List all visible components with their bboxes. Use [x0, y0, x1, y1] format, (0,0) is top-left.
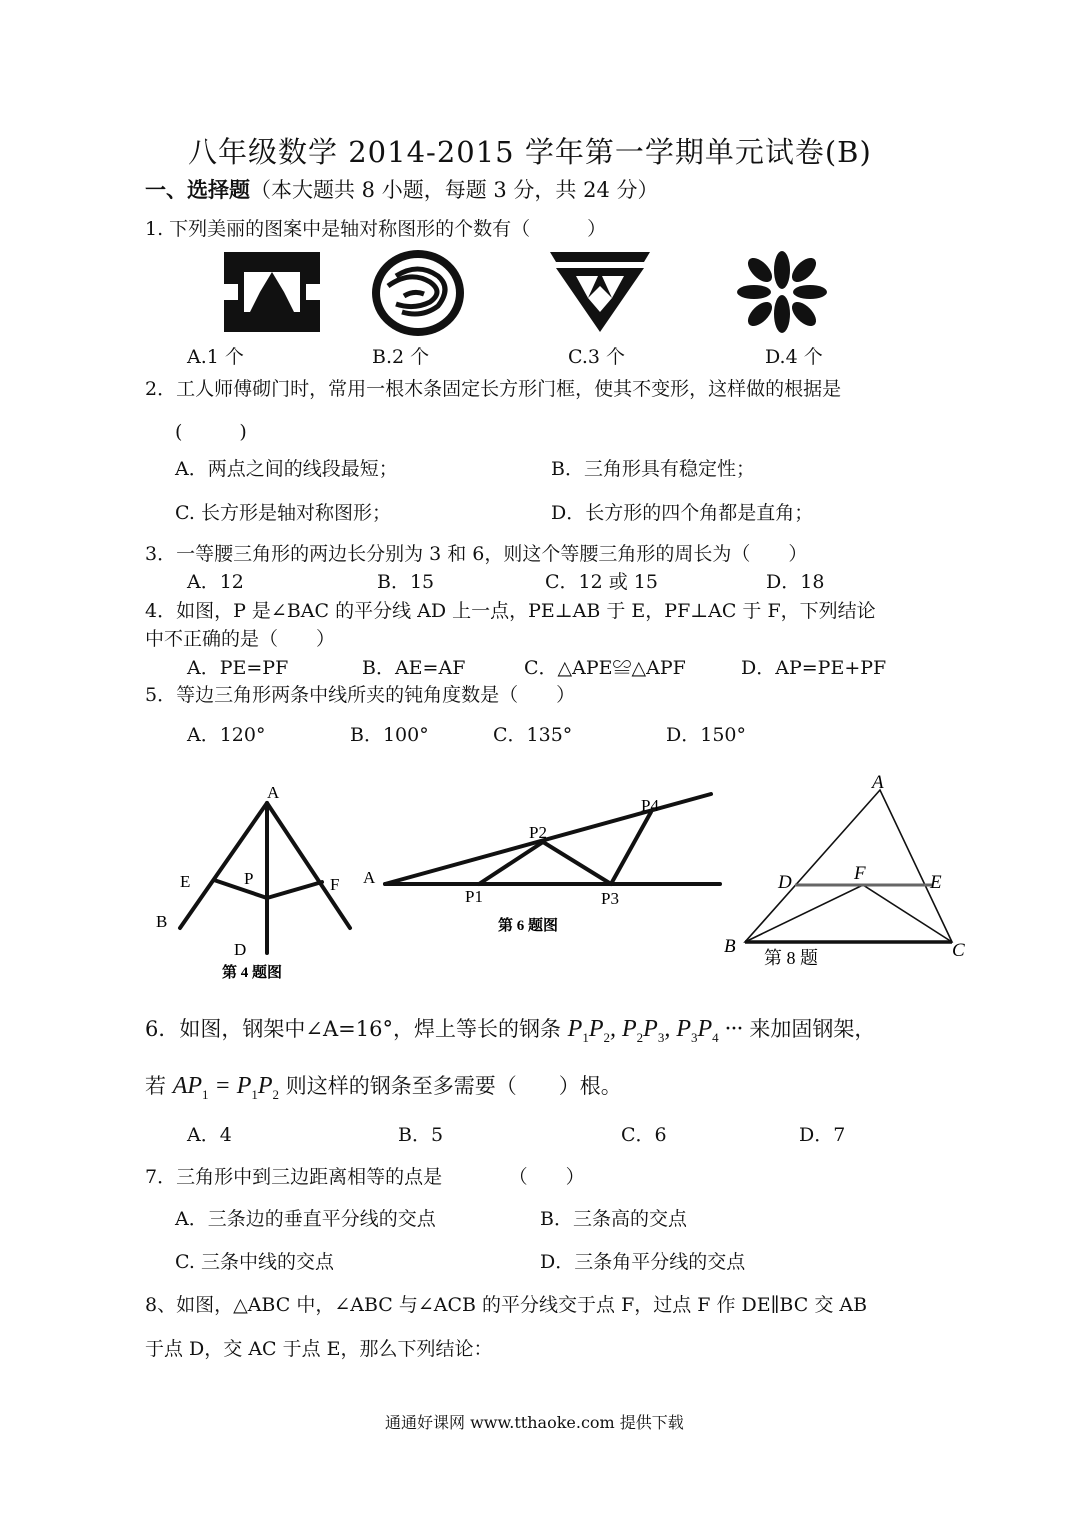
q6-prefix: 6．如图，钢架中∠A=16°，焊上等长的钢条	[145, 1017, 561, 1041]
triangle-abc	[745, 790, 952, 942]
q1-option-b: B.2 个	[372, 346, 430, 368]
q5-stem: 5．等边三角形两条中线所夹的钝角度数是（ ）	[145, 684, 576, 706]
q2-option-d: D．长方形的四个角都是直角；	[551, 502, 814, 524]
q3-option-b: B．15	[377, 571, 435, 593]
q6-option-c: C．6	[621, 1124, 667, 1146]
q8-stem-line1: 8、如图，△ABC 中，∠ABC 与∠ACB 的平分线交于点 F，过点 F 作 DE∥BC 交 AB	[145, 1294, 868, 1316]
figure-q8	[720, 768, 980, 978]
q2-paren: ( )	[175, 421, 247, 443]
q6-line2-formula: $AP_1 = P_1P_2$	[172, 1073, 280, 1102]
fig8-label-e: E	[930, 872, 942, 893]
q6-formula: $P_1P_2$, $P_2P_3$, $P_3P_4$ ···	[567, 1016, 743, 1045]
q7-option-b: B．三条高的交点	[540, 1208, 687, 1230]
q4-option-b: B．AE=AF	[362, 657, 466, 679]
pattern-1-icon	[222, 250, 322, 334]
q1-option-a: A.1 个	[187, 346, 244, 368]
q1-stem: 1. 下列美丽的图案中是轴对称图形的个数有（ ）	[145, 218, 607, 240]
fig6-label-p1: P1	[465, 887, 483, 906]
rod-p2p3	[543, 842, 611, 884]
q3-option-a: A．12	[187, 571, 244, 593]
fig6-caption: 第 6 题图	[498, 918, 559, 934]
q5-option-a: A．120°	[187, 724, 266, 746]
q2-stem: 2．工人师傅砌门时，常用一根木条固定长方形门框，使其不变形，这样做的根据是	[145, 378, 842, 400]
q6-line2-prefix: 若	[145, 1074, 166, 1098]
q7-option-a: A．三条边的垂直平分线的交点	[175, 1208, 436, 1230]
line-bf	[745, 885, 863, 942]
q8-stem-line2: 于点 D，交 AC 于点 E，那么下列结论：	[145, 1338, 493, 1360]
q7-option-c: C. 三条中线的交点	[175, 1251, 334, 1273]
fig8-label-f: F	[854, 863, 866, 884]
fig4-caption: 第 4 题图	[222, 965, 283, 981]
q6-line2	[145, 1070, 622, 1103]
q6-option-a: A．4	[187, 1124, 232, 1146]
fig6-label-p4: P4	[641, 796, 659, 815]
fig8-label-a: A	[872, 772, 884, 793]
figure-q6	[355, 780, 735, 940]
fig8-label-b: B	[724, 936, 736, 957]
q1-option-d: D.4 个	[765, 346, 823, 368]
q1-option-c: C.3 个	[568, 346, 626, 368]
q7-option-d: D．三条角平分线的交点	[540, 1251, 746, 1273]
q2-option-b: B．三角形具有稳定性；	[551, 458, 755, 480]
fig8-label-d: D	[778, 872, 792, 893]
pattern-2-icon	[370, 248, 466, 338]
line-ac	[267, 803, 350, 928]
q6-option-d: D．7	[799, 1124, 846, 1146]
section-note: （本大题共 8 小题，每题 3 分，共 24 分）	[250, 178, 659, 202]
fig4-label-a: A	[267, 785, 280, 802]
q2-option-c: C. 长方形是轴对称图形；	[175, 502, 391, 524]
fig4-label-b: B	[156, 912, 168, 931]
q5-option-c: C．135°	[493, 724, 573, 746]
line-pf	[267, 882, 322, 898]
pattern-4-icon	[736, 250, 828, 334]
q3-option-c: C．12 或 15	[545, 571, 658, 593]
fig4-label-p: P	[244, 869, 254, 888]
q5-option-d: D．150°	[666, 724, 746, 746]
q4-option-c: C．△APE≌△APF	[524, 657, 686, 679]
section-label: 一、选择题	[145, 177, 250, 202]
fig6-label-p3: P3	[601, 889, 619, 908]
fig6-label-a: A	[363, 868, 376, 887]
q5-option-b: B．100°	[350, 724, 429, 746]
ray-upper	[385, 794, 711, 884]
q6-option-b: B．5	[398, 1124, 444, 1146]
fig6-label-p2: P2	[529, 823, 547, 842]
fig4-label-d: D	[234, 940, 247, 959]
rod-p3p4	[611, 812, 651, 884]
q6-suffix: 来加固钢架，	[749, 1017, 876, 1041]
q6-line2-suffix: 则这样的钢条至多需要（ ）根。	[285, 1074, 622, 1098]
fig8-label-c: C	[952, 940, 965, 961]
line-ab	[180, 803, 267, 928]
page-title: 八年级数学 2014-2015 学年第一学期单元试卷(B)	[188, 135, 872, 169]
footer-credit: 通通好课网 www.tthaoke.com 提供下载	[385, 1413, 684, 1432]
q4-option-d: D．AP=PE+PF	[741, 657, 887, 679]
fig4-label-f: F	[330, 875, 340, 894]
q2-option-a: A．两点之间的线段最短；	[175, 458, 398, 480]
q4-stem-line1: 4．如图，P 是∠BAC 的平分线 AD 上一点，PE⊥AB 于 E，PF⊥AC 于 F，下列结论	[145, 600, 876, 622]
q3-option-d: D．18	[766, 571, 825, 593]
q6-line1	[145, 1013, 875, 1046]
q4-stem-line2: 中不正确的是（ ）	[145, 628, 336, 650]
pattern-3-icon	[548, 250, 652, 334]
fig8-caption: 第 8 题	[764, 948, 818, 968]
q7-stem: 7．三角形中到三边距离相等的点是 （ ）	[145, 1166, 585, 1188]
section-heading	[145, 174, 659, 204]
line-pe	[214, 880, 267, 898]
q3-stem: 3．一等腰三角形的两边长分别为 3 和 6，则这个等腰三角形的周长为（ ）	[145, 543, 808, 565]
figure-q4	[150, 785, 370, 985]
fig4-label-e: E	[180, 872, 191, 891]
q4-option-a: A．PE=PF	[187, 657, 289, 679]
